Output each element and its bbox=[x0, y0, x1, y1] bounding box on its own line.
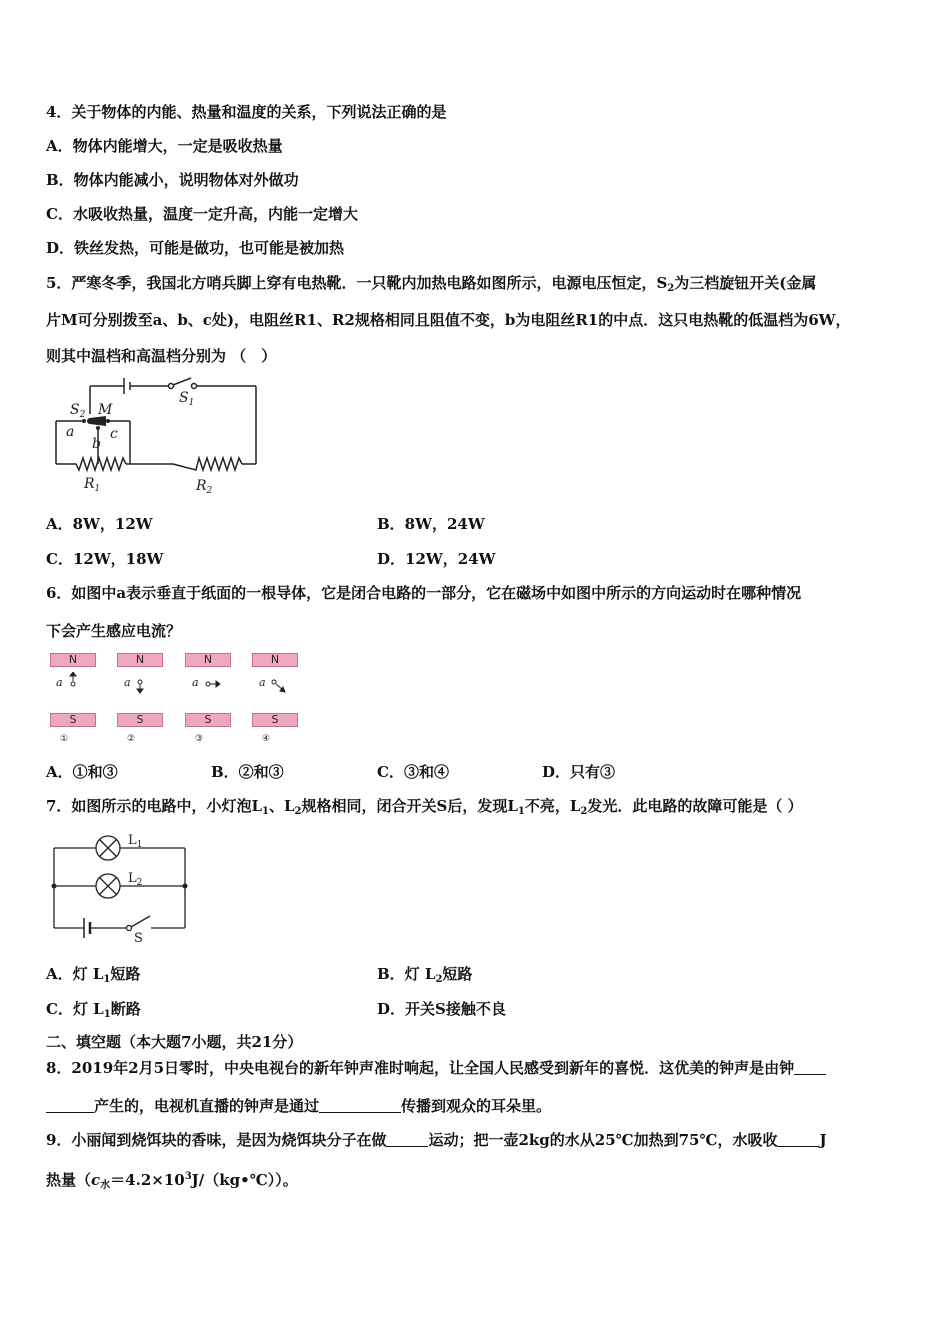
q7-option-d: D．开关S接触不良 bbox=[377, 1000, 506, 1018]
conductor-label-2: a bbox=[124, 676, 131, 689]
magnet-s-1: S bbox=[50, 713, 96, 727]
q9-blank-2[interactable] bbox=[777, 1132, 819, 1147]
q6-option-d: D．只有③ bbox=[542, 763, 616, 781]
section-2-heading: 二、填空题（本大题7小题，共21分） bbox=[46, 1033, 303, 1051]
conductor-label-3: a bbox=[192, 676, 199, 689]
magnet-n-4: N bbox=[252, 653, 298, 667]
q9-line1: 9．小丽闻到烧饵块的香味，是因为烧饵块分子在做 运动；把一壶2kg的水从25℃加热到75℃，水吸收 J bbox=[46, 1131, 827, 1149]
q5-label-s2: $S_2$ bbox=[70, 402, 86, 420]
q7-label-l2: $L_2$ bbox=[128, 871, 143, 888]
q6-line1: 6．如图中a表示垂直于纸面的一根导体，它是闭合电路的一部分，它在磁场中如图中所示的方向运动时在哪种情况 bbox=[46, 584, 802, 602]
q5-option-b: B．8W，24W bbox=[377, 515, 485, 533]
q6-option-b: B．②和③ bbox=[211, 763, 284, 781]
q6-magnet-figure bbox=[46, 652, 306, 750]
q6-option-c: C．③和④ bbox=[377, 763, 449, 781]
q5-option-a: A．8W，12W bbox=[46, 515, 153, 533]
figure-number-2: ② bbox=[127, 734, 136, 744]
q5-circuit-diagram bbox=[46, 376, 266, 496]
magnet-n-3: N bbox=[185, 653, 231, 667]
q5-label-r1: $R_1$ bbox=[84, 476, 101, 494]
magnet-s-3: S bbox=[185, 713, 231, 727]
q7-option-a: A．灯 $L_1$短路 bbox=[46, 965, 141, 985]
q8-line2: 产生的，电视机直播的钟声是通过 传播到观众的耳朵里。 bbox=[46, 1096, 551, 1116]
q6-line2: 下会产生感应电流？ bbox=[46, 622, 182, 640]
q4-option-d: D．铁丝发热，可能是做功，也可能是被加热 bbox=[46, 239, 345, 257]
q4-option-a: A．物体内能增大，一定是吸收热量 bbox=[46, 137, 283, 155]
q8-blank-1a[interactable] bbox=[794, 1060, 826, 1075]
q7-option-b: B．灯 $L_2$短路 bbox=[377, 965, 473, 985]
magnet-s-4: S bbox=[252, 713, 298, 727]
q5-line3: 则其中温档和高温档分别为 （ ） bbox=[46, 347, 277, 365]
q5-label-a: a bbox=[66, 424, 75, 440]
q5-label-s1: $S_1$ bbox=[179, 390, 195, 408]
q6-option-a: A．①和③ bbox=[46, 763, 118, 781]
magnet-n-1: N bbox=[50, 653, 96, 667]
conductor-dot-3 bbox=[206, 682, 210, 686]
q8-blank-1b[interactable] bbox=[46, 1098, 94, 1113]
q5-line1: 5．严寒冬季，我国北方哨兵脚上穿有电热靴．一只靴内加热电路如图所示，电源电压恒定，$S_2$为三档旋钮开关(金属 bbox=[46, 274, 817, 294]
q4-option-b: B．物体内能减小，说明物体对外做功 bbox=[46, 171, 299, 189]
q5-line2: 片M可分别拨至a、b、c处)，电阻丝R1、R2规格相同且阻值不变，b为电阻丝R1的中点．这只电热靴的低温档为6W， bbox=[46, 311, 851, 329]
conductor-dot-2 bbox=[138, 680, 142, 684]
conductor-label-4: a bbox=[259, 676, 266, 689]
q5-label-b: b bbox=[92, 436, 101, 452]
q5-label-r2: $R_2$ bbox=[196, 478, 213, 496]
magnet-n-2: N bbox=[117, 653, 163, 667]
q5-option-c: C．12W，18W bbox=[46, 550, 164, 568]
magnet-s-2: S bbox=[117, 713, 163, 727]
q7-stem: 7．如图所示的电路中，小灯泡$L_1$、$L_2$规格相同，闭合开关S后，发现$L_1$不亮，$L_2$发光．此电路的故障可能是（ ） bbox=[46, 797, 803, 817]
motion-arrows bbox=[46, 672, 306, 696]
q4-option-c: C．水吸收热量，温度一定升高，内能一定增大 bbox=[46, 205, 358, 223]
q8-line1: 8．2019年2月5日零时，中央电视台的新年钟声准时响起，让全国人民感受到新年的喜悦．这优美的钟声是由钟 bbox=[46, 1058, 826, 1078]
q8-blank-2[interactable] bbox=[319, 1098, 401, 1113]
conductor-dot-1 bbox=[71, 682, 75, 686]
q4-stem: 4．关于物体的内能、热量和温度的关系，下列说法正确的是 bbox=[46, 103, 447, 121]
figure-number-4: ④ bbox=[262, 734, 271, 744]
switch-s-icon bbox=[127, 926, 132, 931]
conductor-dot-4 bbox=[272, 680, 276, 684]
q7-label-l1: $L_1$ bbox=[128, 833, 143, 850]
q7-circuit-diagram bbox=[46, 828, 196, 946]
figure-number-3: ③ bbox=[195, 734, 204, 744]
q7-option-c: C．灯 $L_1$断路 bbox=[46, 1000, 141, 1020]
q9-blank-1[interactable] bbox=[386, 1132, 428, 1147]
figure-number-1: ① bbox=[60, 734, 69, 744]
q5-label-c: c bbox=[110, 426, 118, 442]
conductor-label-1: a bbox=[56, 676, 63, 689]
q5-option-d: D．12W，24W bbox=[377, 550, 496, 568]
q7-label-s: S bbox=[134, 931, 143, 946]
q9-line2: 热量$(c_水=4.2\times 10^3J/(kg•℃))$。 bbox=[46, 1171, 298, 1191]
q5-label-m: M bbox=[98, 402, 113, 418]
